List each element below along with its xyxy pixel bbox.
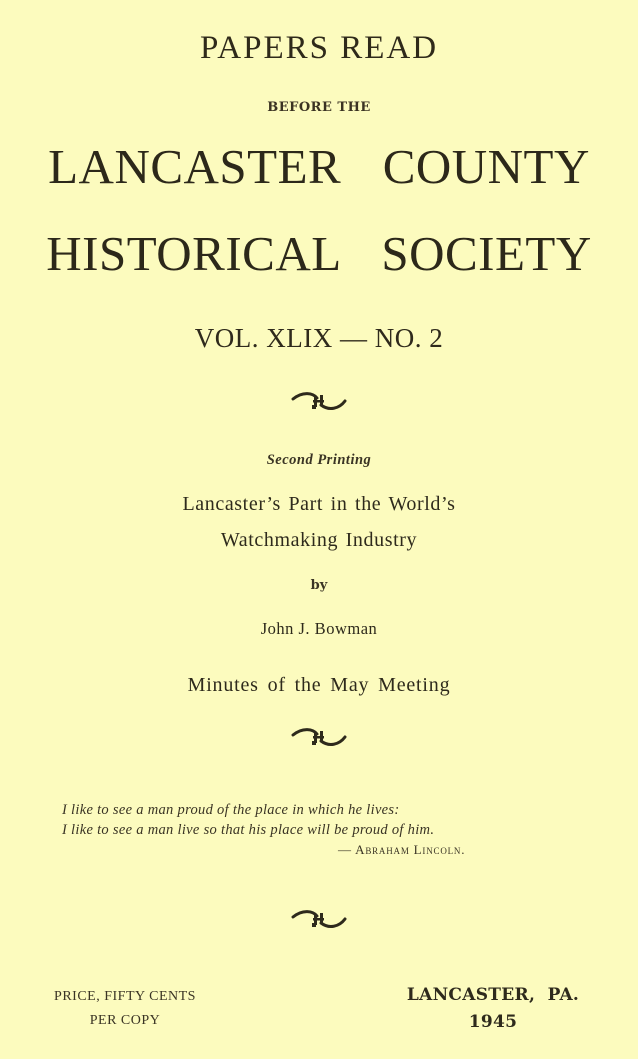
printing-note: Second Printing bbox=[266, 452, 372, 468]
author-name: John J. Bowman bbox=[260, 619, 378, 638]
quote-attribution: — Abraham Lincoln. bbox=[338, 842, 466, 857]
volume-number: VOL. XLIX — NO. 2 bbox=[194, 323, 444, 353]
fleuron-ornament-icon bbox=[289, 389, 349, 413]
price-line1: PRICE, FIFTY CENTS bbox=[54, 989, 196, 1004]
fleuron-ornament-icon bbox=[289, 725, 349, 749]
price-line2: PER COPY bbox=[89, 1013, 161, 1028]
publication-place-block bbox=[390, 982, 596, 1036]
article-title-line2: Watchmaking Industry bbox=[220, 529, 418, 551]
minutes-title: Minutes of the May Meeting bbox=[187, 674, 451, 696]
article-title-line1: Lancaster’s Part in the World’s bbox=[182, 493, 456, 515]
subheader-before-the: BEFORE THE bbox=[267, 100, 371, 115]
society-name-line2: HISTORICAL SOCIETY bbox=[46, 226, 592, 281]
publication-place: LANCASTER, PA. bbox=[406, 985, 580, 1005]
header-papers-read: PAPERS READ bbox=[199, 30, 439, 66]
publication-year: 1945 bbox=[468, 1012, 518, 1032]
quote-line1: I like to see a man proud of the place in which he lives: bbox=[62, 802, 400, 818]
quote-line2: I like to see a man live so that his place will be proud of him. bbox=[62, 822, 435, 838]
society-name-line1: LANCASTER COUNTY bbox=[48, 139, 590, 194]
fleuron-ornament-icon bbox=[289, 907, 349, 931]
price-block bbox=[30, 985, 220, 1033]
lincoln-quote bbox=[62, 800, 582, 840]
by-label: by bbox=[310, 578, 328, 593]
